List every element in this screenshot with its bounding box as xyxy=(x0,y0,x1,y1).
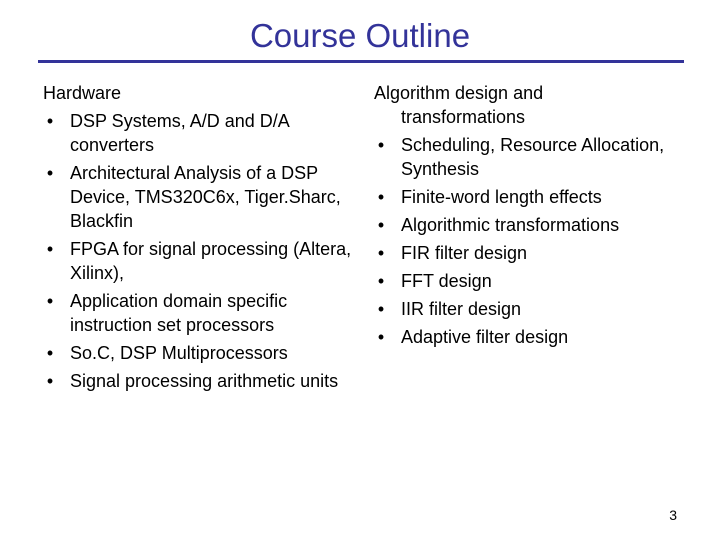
list-item xyxy=(374,325,674,349)
right-heading-line2: transformations xyxy=(401,107,526,127)
list-item-text: IIR filter design xyxy=(401,299,522,319)
bullet-icon: • xyxy=(46,163,54,183)
list-item xyxy=(374,297,674,321)
list-item xyxy=(374,241,674,265)
bullet-icon: • xyxy=(46,111,54,131)
list-item-text: Application domain specific instruction set processors xyxy=(70,291,288,335)
bullet-icon: • xyxy=(377,243,385,263)
bullet-icon: • xyxy=(46,371,54,391)
bullet-icon: • xyxy=(377,215,385,235)
bullet-icon: • xyxy=(377,187,385,207)
list-item xyxy=(374,269,674,293)
title-underline xyxy=(38,60,684,63)
right-heading xyxy=(374,81,674,129)
slide-title: Course Outline xyxy=(249,17,471,54)
left-heading: Hardware xyxy=(43,83,122,103)
list-item xyxy=(374,185,674,209)
right-column xyxy=(374,81,674,349)
right-bullet-list xyxy=(374,133,674,349)
list-item xyxy=(43,161,361,233)
list-item xyxy=(43,237,361,285)
list-item xyxy=(374,213,674,237)
list-item-text: Finite-word length effects xyxy=(401,187,602,207)
list-item xyxy=(374,133,674,181)
list-item-text: Algorithmic transformations xyxy=(401,215,620,235)
left-column xyxy=(43,81,361,393)
list-item-text: FPGA for signal processing (Altera, Xilinx), xyxy=(70,239,352,283)
bullet-icon: • xyxy=(46,291,54,311)
list-item-text: Adaptive filter design xyxy=(401,327,569,347)
bullet-icon: • xyxy=(377,327,385,347)
list-item-text: Scheduling, Resource Allocation, Synthesis xyxy=(401,135,665,179)
bullet-icon: • xyxy=(377,271,385,291)
list-item xyxy=(43,109,361,157)
list-item xyxy=(43,369,361,393)
bullet-icon: • xyxy=(377,299,385,319)
bullet-icon: • xyxy=(377,135,385,155)
list-item-text: Architectural Analysis of a DSP Device, TMS320C6x, Tiger.Sharc, Blackfin xyxy=(70,163,341,231)
list-item xyxy=(43,289,361,337)
list-item-text: DSP Systems, A/D and D/A converters xyxy=(70,111,289,155)
list-item xyxy=(43,341,361,365)
bullet-icon: • xyxy=(46,239,54,259)
list-item-text: So.C, DSP Multiprocessors xyxy=(70,343,288,363)
list-item-text: FFT design xyxy=(401,271,492,291)
bullet-icon: • xyxy=(46,343,54,363)
left-bullet-list xyxy=(43,109,361,393)
right-heading-line1: Algorithm design and xyxy=(374,83,544,103)
list-item-text: Signal processing arithmetic units xyxy=(70,371,339,391)
page-number: 3 xyxy=(669,507,677,523)
list-item-text: FIR filter design xyxy=(401,243,528,263)
